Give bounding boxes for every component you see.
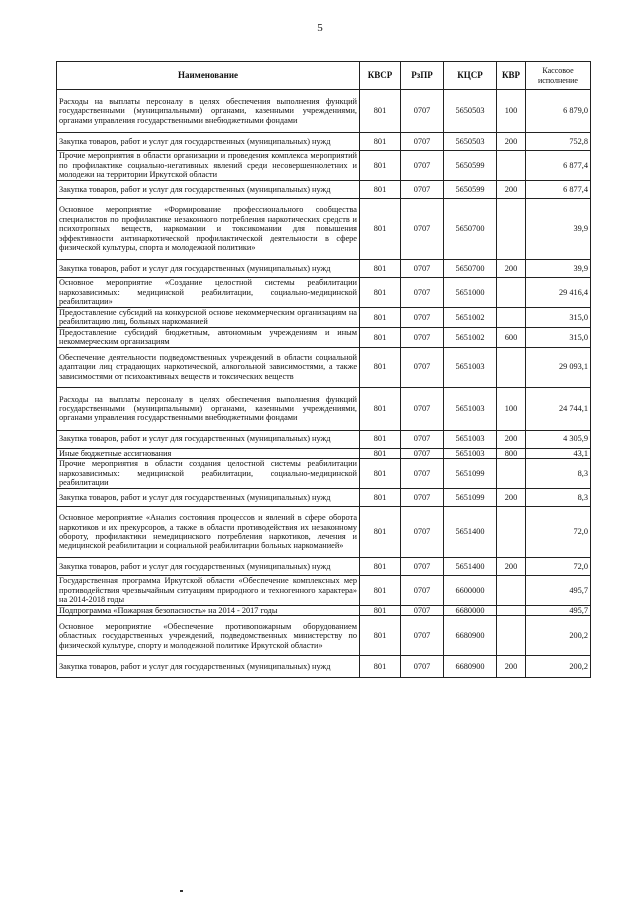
row-kvr: 200 [497,489,526,507]
row-kcsr: 5651099 [444,489,497,507]
table-row [57,616,591,656]
row-name: Иные бюджетные ассигнования [57,448,360,458]
row-kcsr: 5651400 [444,558,497,576]
row-rzpr: 0707 [401,181,444,199]
table-row [57,347,591,387]
row-rzpr: 0707 [401,133,444,151]
table-row [57,151,591,181]
row-kvr: 800 [497,448,526,458]
row-kcsr: 5651003 [444,430,497,448]
row-kvsr: 801 [360,151,401,181]
row-name: Основное мероприятие «Создание целостной системы реабилитации наркозависимых: медицинской реабилитации, социально-медицинской реабилитации» [57,278,360,308]
table-row [57,489,591,507]
row-kcsr: 5651003 [444,448,497,458]
row-rzpr: 0707 [401,459,444,489]
row-name: Закупка товаров, работ и услуг для государственных (муниципальных) нужд [57,181,360,199]
row-cash: 200,2 [526,616,591,656]
row-kvsr: 801 [360,199,401,260]
row-kvsr: 801 [360,489,401,507]
row-name: Государственная программа Иркутской области «Обеспечение комплексных мер противодействия чрезвычайным ситуациям природного и техногенного характера» на 2014-2018 годы [57,576,360,606]
row-rzpr: 0707 [401,327,444,347]
row-rzpr: 0707 [401,507,444,558]
table-row [57,430,591,448]
row-kvr [497,278,526,308]
row-cash: 29 416,4 [526,278,591,308]
row-rzpr: 0707 [401,448,444,458]
table-row [57,308,591,328]
row-rzpr: 0707 [401,278,444,308]
row-rzpr: 0707 [401,430,444,448]
row-rzpr: 0707 [401,387,444,430]
row-rzpr: 0707 [401,606,444,616]
row-cash: 495,7 [526,606,591,616]
row-kvr [497,616,526,656]
table-row [57,558,591,576]
header-name: Наименование [57,62,360,90]
row-kvsr: 801 [360,558,401,576]
row-kvsr: 801 [360,260,401,278]
row-cash: 315,0 [526,308,591,328]
table-header-row [57,62,591,90]
table-row [57,327,591,347]
header-kvr: КВР [497,62,526,90]
row-kcsr: 5650503 [444,90,497,133]
table-row [57,387,591,430]
row-name: Расходы на выплаты персоналу в целях обеспечения выполнения функций государственными (муниципальными) органами, казенными учреждениями, органами управления государственными внебюджетными фондами [57,90,360,133]
row-kvr [497,459,526,489]
row-rzpr: 0707 [401,576,444,606]
row-kcsr: 5650599 [444,151,497,181]
table-row [57,459,591,489]
row-kvsr: 801 [360,347,401,387]
row-kvr: 200 [497,656,526,678]
row-kvsr: 801 [360,327,401,347]
row-rzpr: 0707 [401,347,444,387]
row-cash: 43,1 [526,448,591,458]
page-number: 5 [317,22,323,34]
row-cash: 752,8 [526,133,591,151]
row-rzpr: 0707 [401,308,444,328]
table-row [57,133,591,151]
row-kcsr: 5651002 [444,327,497,347]
table-row [57,278,591,308]
row-kcsr: 5650599 [444,181,497,199]
row-kvr [497,199,526,260]
row-kvr [497,151,526,181]
row-kvsr: 801 [360,616,401,656]
row-kvsr: 801 [360,181,401,199]
table-row [57,90,591,133]
row-name: Прочие мероприятия в области организации и проведения комплекса мероприятий по профилактике социально-негативных явлений среди несовершеннолетних и молодежи на территории Иркутской области [57,151,360,181]
row-kvr [497,606,526,616]
row-cash: 24 744,1 [526,387,591,430]
row-rzpr: 0707 [401,260,444,278]
row-kvsr: 801 [360,606,401,616]
row-cash: 29 093,1 [526,347,591,387]
row-name: Основное мероприятие «Обеспечение противопожарным оборудованием областных государственных учреждений, подведомственных министерству по физической культуре, спорту и молодежной политике Иркутской области» [57,616,360,656]
row-kvr [497,308,526,328]
row-kcsr: 6600000 [444,576,497,606]
table-row [57,448,591,458]
row-rzpr: 0707 [401,558,444,576]
row-kvr: 200 [497,260,526,278]
row-kcsr: 5651002 [444,308,497,328]
row-kvr: 200 [497,558,526,576]
row-cash: 72,0 [526,507,591,558]
table-row [57,507,591,558]
table-row [57,606,591,616]
row-kvsr: 801 [360,387,401,430]
row-kcsr: 6680900 [444,616,497,656]
row-name: Основное мероприятие «Формирование профессионального сообщества специалистов по профилактике незаконного потребления наркотических средств и психотропных веществ, наркомании и токсикомании для повышения эффективности антинаркотической профилактической деятельности в сфере физической культуры, спорта и молодежной политики» [57,199,360,260]
row-kvsr: 801 [360,278,401,308]
table-row [57,656,591,678]
row-kcsr: 5650503 [444,133,497,151]
row-cash: 4 305,9 [526,430,591,448]
row-name: Закупка товаров, работ и услуг для государственных (муниципальных) нужд [57,430,360,448]
table-body [57,90,591,678]
row-cash: 200,2 [526,656,591,678]
table-row [57,181,591,199]
row-name: Закупка товаров, работ и услуг для государственных (муниципальных) нужд [57,260,360,278]
row-kvr [497,347,526,387]
row-kvsr: 801 [360,430,401,448]
header-kcsr: КЦСР [444,62,497,90]
header-cash: Кассовое исполнение [526,62,591,90]
row-kcsr: 5650700 [444,199,497,260]
budget-table [56,61,591,678]
row-rzpr: 0707 [401,90,444,133]
table-row [57,199,591,260]
row-cash: 6 879,0 [526,90,591,133]
row-kvsr: 801 [360,507,401,558]
row-name: Обеспечение деятельности подведомственных учреждений в области социальной адаптации лиц страдающих наркотической, алкогольной зависимостями, а также зависимостями от психоактивных веществ и токсических веществ [57,347,360,387]
row-cash: 39,9 [526,199,591,260]
table-row [57,260,591,278]
row-cash: 8,3 [526,489,591,507]
row-kcsr: 5651400 [444,507,497,558]
row-name: Предоставление субсидий на конкурсной основе некоммерческим организациям на реабилитацию лиц, больных наркоманией [57,308,360,328]
header-kvsr: КВСР [360,62,401,90]
row-kvr: 600 [497,327,526,347]
row-kvsr: 801 [360,133,401,151]
row-kvsr: 801 [360,459,401,489]
scan-artifact [180,890,183,892]
row-rzpr: 0707 [401,199,444,260]
row-rzpr: 0707 [401,489,444,507]
row-cash: 39,9 [526,260,591,278]
row-kvsr: 801 [360,308,401,328]
row-kcsr: 5651099 [444,459,497,489]
row-kvr: 200 [497,430,526,448]
row-rzpr: 0707 [401,151,444,181]
row-kcsr: 6680900 [444,656,497,678]
row-kvr: 200 [497,181,526,199]
table-row [57,576,591,606]
row-kvsr: 801 [360,656,401,678]
row-kcsr: 6680000 [444,606,497,616]
row-kcsr: 5651000 [444,278,497,308]
row-name: Закупка товаров, работ и услуг для государственных (муниципальных) нужд [57,656,360,678]
row-kvsr: 801 [360,448,401,458]
row-name: Предоставление субсидий бюджетным, автономным учреждениям и иным некоммерческим организациям [57,327,360,347]
row-rzpr: 0707 [401,616,444,656]
row-cash: 315,0 [526,327,591,347]
row-kcsr: 5651003 [444,347,497,387]
row-name: Закупка товаров, работ и услуг для государственных (муниципальных) нужд [57,558,360,576]
row-cash: 6 877,4 [526,181,591,199]
row-name: Подпрограмма «Пожарная безопасность» на 2014 - 2017 годы [57,606,360,616]
row-cash: 6 877,4 [526,151,591,181]
row-kcsr: 5651003 [444,387,497,430]
row-kcsr: 5650700 [444,260,497,278]
row-rzpr: 0707 [401,656,444,678]
row-kvr [497,507,526,558]
row-kvr: 100 [497,90,526,133]
row-kvsr: 801 [360,90,401,133]
row-cash: 8,3 [526,459,591,489]
row-name: Закупка товаров, работ и услуг для государственных (муниципальных) нужд [57,489,360,507]
row-name: Прочие мероприятия в области создания целостной системы реабилитации наркозависимых: медицинской реабилитации, социально-медицинской реабилитации [57,459,360,489]
row-kvr: 100 [497,387,526,430]
row-name: Закупка товаров, работ и услуг для государственных (муниципальных) нужд [57,133,360,151]
header-rzpr: РзПР [401,62,444,90]
row-kvsr: 801 [360,576,401,606]
row-kvr: 200 [497,133,526,151]
row-name: Основное мероприятие «Анализ состояния процессов и явлений в сфере оборота наркотиков и их прекурсоров, а также в области противодействия их незаконному обороту, профилактики немедицинского потребления наркотиков, лечения и медицинской реабилитации и социальной реабилитации больных наркоманией» [57,507,360,558]
row-name: Расходы на выплаты персоналу в целях обеспечения выполнения функций государственными (муниципальными) органами, казенными учреждениями, органами управления государственными внебюджетными фондами [57,387,360,430]
row-cash: 72,0 [526,558,591,576]
row-cash: 495,7 [526,576,591,606]
row-kvr [497,576,526,606]
